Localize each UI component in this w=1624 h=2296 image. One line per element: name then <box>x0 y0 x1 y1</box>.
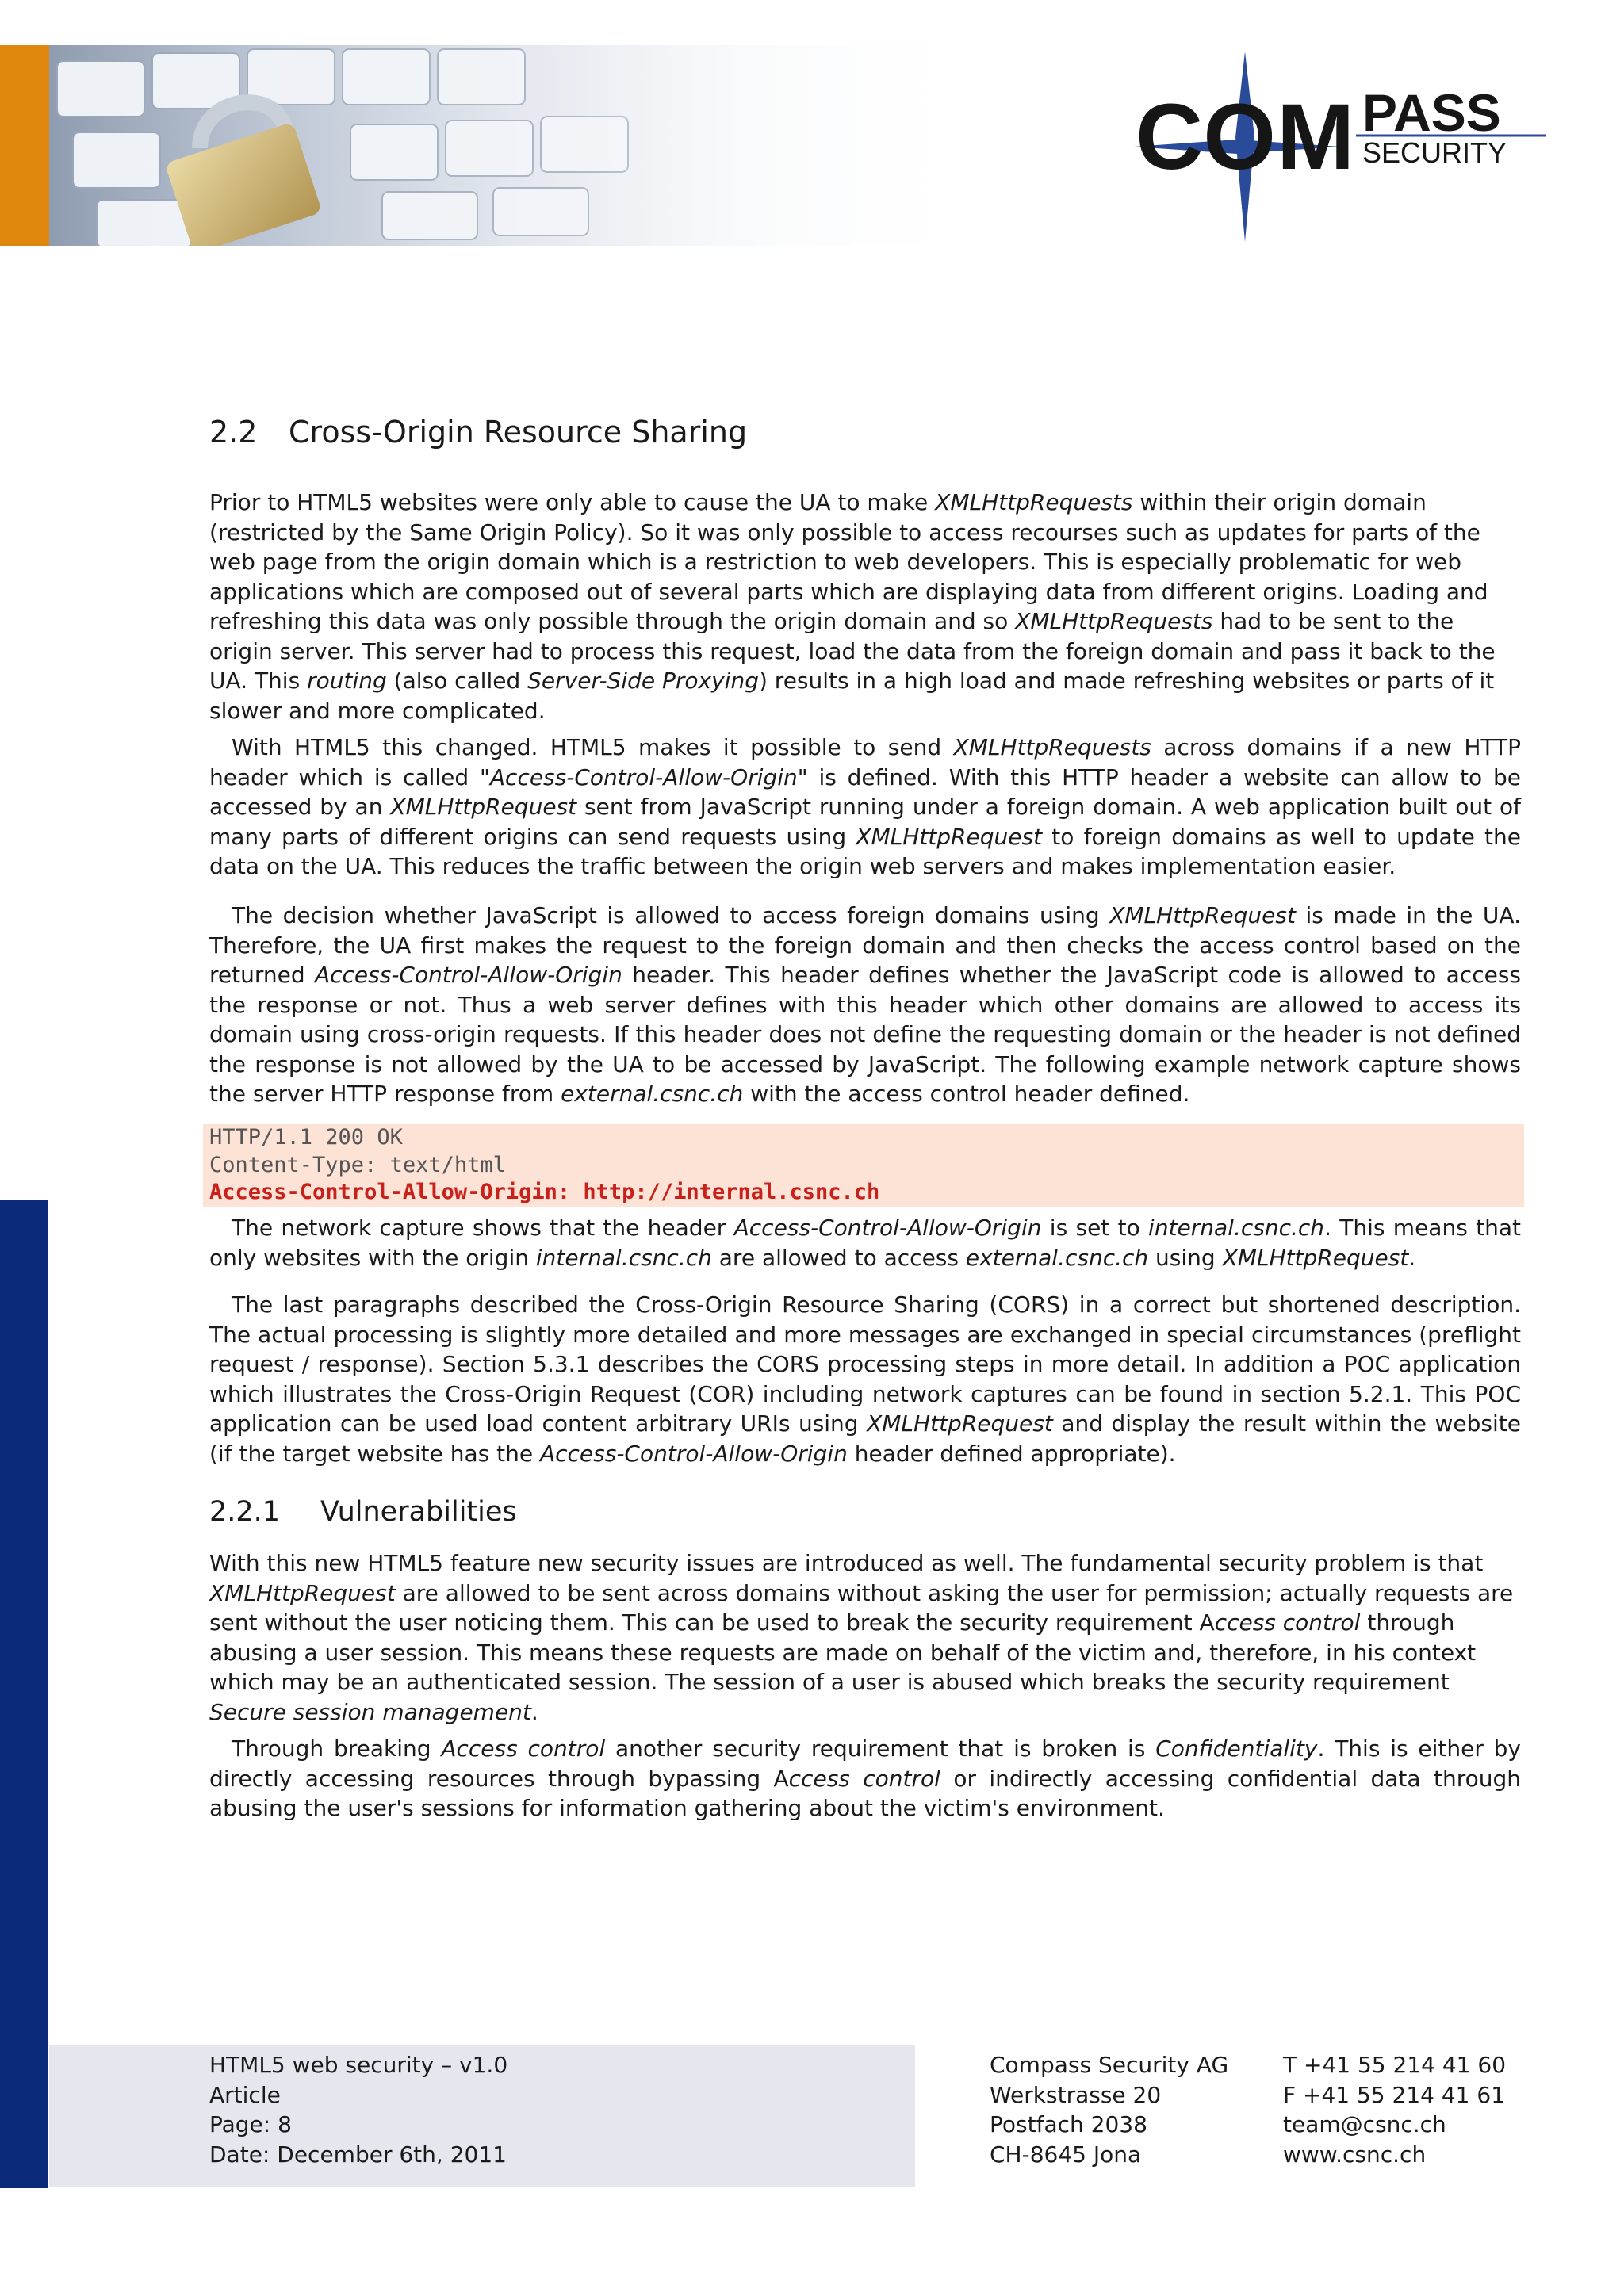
svg-text:PASS: PASS <box>1362 83 1501 142</box>
code-line-status: HTTP/1.1 200 OK <box>209 1125 403 1150</box>
section-number: 2.2 <box>209 415 258 450</box>
footer-doc-type: Article <box>209 2081 281 2108</box>
orange-accent-bar <box>0 45 49 246</box>
paragraph-html5-change: With HTML5 this changed. HTML5 makes it possible to send XMLHttpRequests across domains if a new HTTP header which is called "Access-Control-Allow-Origin" is defined. With this HTTP header a website can allow to be accessed by an XMLHttpRequest sent from JavaScript running under a foreign domain. A web application built out of many parts of different origins can send requests using XMLHttpRequest to foreign domains as well to update the data on the UA. This reduces the traffic between the origin web servers and makes implementation easier. <box>209 734 1521 879</box>
svg-text:CO: CO <box>1136 85 1276 189</box>
footer-email[interactable]: team@csnc.ch <box>1283 2111 1446 2137</box>
subsection-number: 2.2.1 <box>209 1496 281 1528</box>
footer-page: Page: 8 <box>209 2111 292 2137</box>
footer-postbox: Postfach 2038 <box>990 2111 1147 2137</box>
paragraph-confidentiality: Through breaking Access control another security requirement that is broken is Confidentiality. This is either by directly accessing resources through bypassing Access control or indirectly accessing confidential data through abusing the user's sessions for information gathering about the victim's environment. <box>209 1735 1521 1821</box>
footer-doc-title: HTML5 web security – v1.0 <box>209 2052 508 2078</box>
code-line-acao-header: Access-Control-Allow-Origin: http://internal.csnc.ch <box>209 1180 880 1204</box>
footer-fax: F +41 55 214 41 61 <box>1283 2081 1506 2108</box>
code-line-content-type: Content-Type: text/html <box>209 1152 506 1177</box>
footer-website[interactable]: www.csnc.ch <box>1283 2141 1427 2168</box>
paragraph-cors-summary: The last paragraphs described the Cross-Origin Resource Sharing (CORS) in a correct but shortened description. The actual processing is slightly more detailed and more messages are exchanged in special circumstances (preflight request / response). Section 5.3.1 describes the CORS processing steps in more detail. In addition a POC application which illustrates the Cross-Origin Request (COR) including network captures can be found in section 5.2.1. This POC application can be used load content arbitrary URIs using XMLHttpRequest and display the result within the website (if the target website has the Access-Control-Allow-Origin header defined appropriate). <box>209 1292 1521 1467</box>
section-heading <box>209 415 747 450</box>
paragraph-capture-explained: The network capture shows that the header Access-Control-Allow-Origin is set to internal.csnc.ch. This means that only websites with the origin internal.csnc.ch are allowed to access external.csnc.ch using XMLHttpRequest. <box>209 1215 1521 1271</box>
section-title: Cross-Origin Resource Sharing <box>289 415 748 450</box>
subsection-title: Vulnerabilities <box>320 1496 517 1528</box>
svg-text:SECURITY: SECURITY <box>1362 136 1507 169</box>
header-keyboard-lock-image <box>49 45 1001 246</box>
compass-security-logo <box>1118 44 1546 250</box>
subsection-heading <box>209 1496 517 1528</box>
footer-street: Werkstrasse 20 <box>990 2081 1162 2108</box>
footer-phone: T +41 55 214 41 60 <box>1283 2052 1507 2078</box>
svg-text:M: M <box>1277 85 1355 189</box>
network-capture-code-block <box>203 1124 1524 1207</box>
paragraph-decision: The decision whether JavaScript is allowed to access foreign domains using XMLHttpRequest is made in the UA. Therefore, the UA first makes the request to the foreign domain and then checks the access control based on the returned Access-Control-Allow-Origin header. This header defines whether the JavaScript code is allowed to access the response or not. Thus a web server defines with this header which other domains are allowed to access its domain using cross-origin requests. If this header does not define the requesting domain or the header is not defined the response is not allowed by the UA to be accessed by JavaScript. The following example network capture shows the server HTTP response from external.csnc.ch with the access control header defined. <box>209 902 1522 1107</box>
footer-city: CH-8645 Jona <box>990 2141 1142 2168</box>
footer-document-info <box>209 2050 508 2169</box>
footer-date: Date: December 6th, 2011 <box>209 2141 507 2168</box>
footer-company: Compass Security AG <box>990 2052 1229 2078</box>
paragraph-intro: Prior to HTML5 websites were only able to cause the UA to make XMLHttpRequests within their origin domain (restricted by the Same Origin Policy). So it was only possible to access recourses such as updates for parts of the web page from the origin domain which is a restriction to web developers. This is especially problematic for web applications which are composed out of several parts which are displaying data from different origins. Loading and refreshing this data was only possible through the origin domain and so XMLHttpRequests had to be sent to the origin server. This server had to process this request, load the data from the foreign domain and pass it back to the UA. This routing (also called Server-Side Proxying) results in a high load and made refreshing websites or parts of it slower and more complicated. <box>209 489 1496 724</box>
footer-contact <box>1283 2050 1506 2169</box>
footer-address <box>990 2050 1228 2169</box>
blue-accent-bar <box>0 1200 48 2188</box>
paragraph-vulnerabilities: With this new HTML5 feature new security issues are introduced as well. The fundamental security problem is that XMLHttpRequest are allowed to be sent across domains without asking the user for permission; actually requests are sent without the user noticing them. This can be used to break the security requirement Access control through abusing a user session. This means these requests are made on behalf of the victim and, therefore, in his context which may be an authenticated session. The session of a user is abused which breaks the security requirement Secure session management. <box>209 1550 1514 1725</box>
